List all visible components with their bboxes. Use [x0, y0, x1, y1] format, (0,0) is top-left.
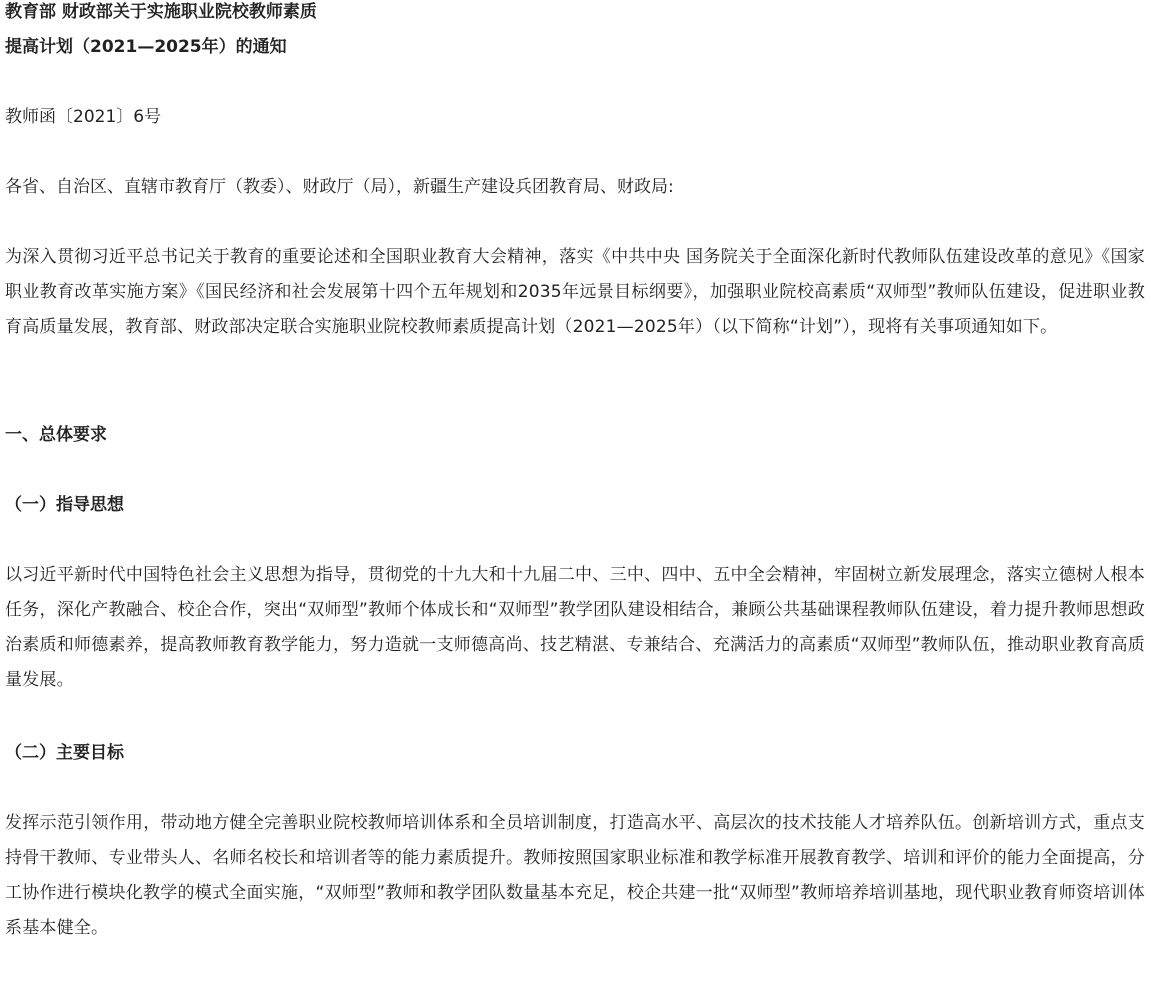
guiding-ideology-paragraph: 以习近平新时代中国特色社会主义思想为指导，贯彻党的十九大和十九届二中、三中、四中、五中全会精神，牢固树立新发展理念，落实立德树人根本任务，深化产教融合、校企合作，突出“双师型”教师个体成长和“双师型”教学团队建设相结合，兼顾公共基础课程教师队伍建设，着力提升教师思想政治素质和师德素养，提高教师教育教学能力，努力造就一支师德高尚、技艺精湛、专兼结合、充满活力的高素质“双师型”教师队伍，推动职业教育高质量发展。: [5, 565, 1145, 690]
document-number: 教师函〔2021〕6号: [5, 107, 162, 127]
addressee-line: 各省、自治区、直辖市教育厅（教委）、财政厅（局），新疆生产建设兵团教育局、财政局:: [5, 177, 674, 197]
section-heading-general-requirements: 一、总体要求: [5, 425, 107, 445]
document-title-line-1: 教育部 财政部关于实施职业院校教师素质: [5, 2, 317, 22]
document-title-line-2: 提高计划（2021—2025年）的通知: [5, 37, 287, 57]
subsection-heading-guiding-ideology: （一）指导思想: [5, 495, 124, 515]
intro-paragraph: 为深入贯彻习近平总书记关于教育的重要论述和全国职业教育大会精神，落实《中共中央 国务院关于全面深化新时代教师队伍建设改革的意见》《国家职业教育改革实施方案》《国民经济和社会发展第十四个五年规划和2035年远景目标纲要》，加强职业院校高素质“双师型”教师队伍建设，促进职业教育高质量发展，教育部、财政部决定联合实施职业院校教师素质提高计划（2021—2025年）（以下简称“计划”），现将有关事项通知如下。: [5, 247, 1145, 337]
main-goals-paragraph: 发挥示范引领作用，带动地方健全完善职业院校教师培训体系和全员培训制度，打造高水平、高层次的技术技能人才培养队伍。创新培训方式，重点支持骨干教师、专业带头人、名师名校长和培训者等的能力素质提升。教师按照国家职业标准和教学标准开展教育教学、培训和评价的能力全面提高，分工协作进行模块化教学的模式全面实施，“双师型”教师和教学团队数量基本充足，校企共建一批“双师型”教师培养培训基地，现代职业教育师资培训体系基本健全。: [5, 813, 1145, 938]
subsection-heading-main-goals: （二）主要目标: [5, 743, 124, 763]
